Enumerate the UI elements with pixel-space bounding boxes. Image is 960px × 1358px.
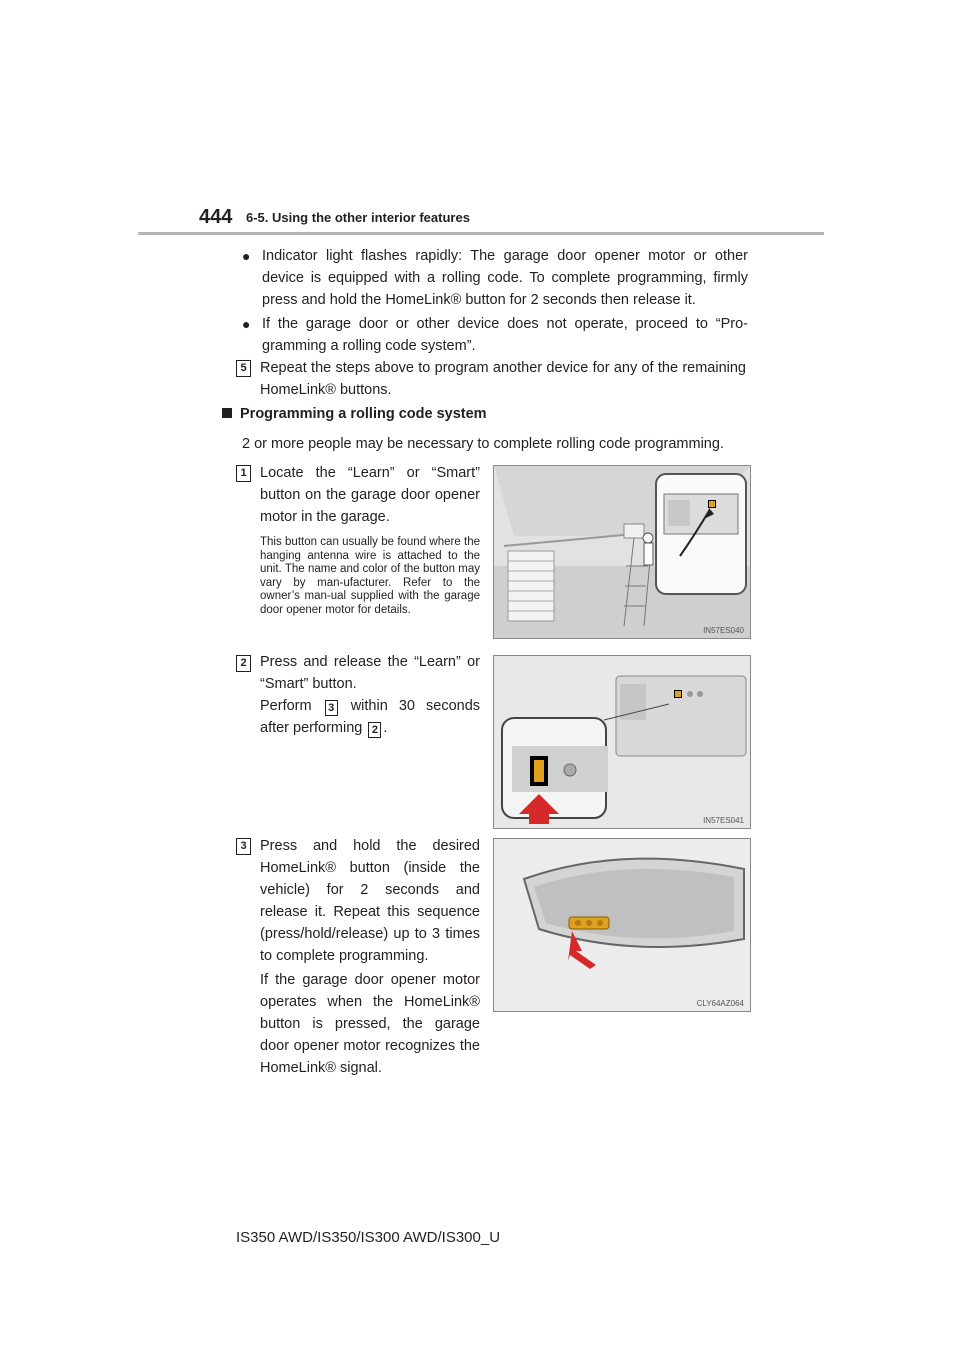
section-title: 6-5. Using the other interior features (246, 210, 470, 225)
figure-code: CLY64AZ064 (696, 999, 744, 1008)
figure-code: IN57ES040 (703, 626, 744, 635)
step-text-followup: If the garage door opener motor operates when the HomeLink® button is pressed, the garage door opener motor recognizes the HomeLink® signal. (260, 972, 480, 1076)
footer-model: IS350 AWD/IS350/IS300 AWD/IS300_U (236, 1229, 501, 1246)
square-bullet-icon (222, 408, 232, 418)
header-divider (138, 232, 824, 235)
step-text: Press and release the “Learn” or “Smart” button. (260, 654, 480, 692)
step-text: Press and hold the desired HomeLink® button (inside the vehicle) for 2 seconds and release it. Repeat this sequence (press/hold/release) up to 3 times to complete programming. (260, 838, 480, 964)
garage-opener-illustration (493, 465, 751, 639)
step-number: 1 (236, 465, 251, 482)
step-number: 5 (236, 360, 251, 377)
step-reference: 3 (325, 700, 338, 716)
opener-button-icon (494, 656, 750, 828)
bullet-icon: ● (242, 316, 251, 332)
step-reference: 2 (368, 722, 381, 738)
bullet-item (242, 313, 748, 357)
garage-scene-icon (494, 466, 750, 638)
bullet-item (242, 245, 748, 311)
page-number: 444 (199, 206, 233, 228)
step-perform-text: Perform 3 within 30 seconds after performing 2 . (260, 698, 481, 736)
step-note: This button can usually be found where the hanging antenna wire is attached to the unit. The name and color of the button may vary by man-ufacturer. Refer to the owner’s man-ual supplied with the garage door opener motor for details. (260, 536, 480, 616)
subsection-intro: 2 or more people may be necessary to complete rolling code programming. (242, 436, 724, 452)
bullet-icon: ● (242, 248, 251, 264)
step-number: 3 (236, 838, 251, 855)
step-text: Repeat the steps above to program another device for any of the remaining HomeLink® buttons. (260, 360, 746, 398)
bullet-text: If the garage door or other device does not operate, proceed to “Pro-gramming a rolling code system”. (262, 316, 748, 354)
bullet-text: Indicator light flashes rapidly: The garage door opener motor or other device is equipped with a rolling code. To complete programming, firmly press and hold the HomeLink® button for 2 seconds then release it. (262, 248, 748, 308)
mirror-icon (494, 839, 750, 1011)
step-number: 2 (236, 655, 251, 672)
subsection-title: Programming a rolling code system (222, 406, 487, 422)
figure-code: IN57ES041 (703, 816, 744, 825)
homelink-mirror-illustration (493, 838, 751, 1012)
learn-button-illustration (493, 655, 751, 829)
step-text: Locate the “Learn” or “Smart” button on the garage door opener motor in the garage. (260, 465, 480, 525)
